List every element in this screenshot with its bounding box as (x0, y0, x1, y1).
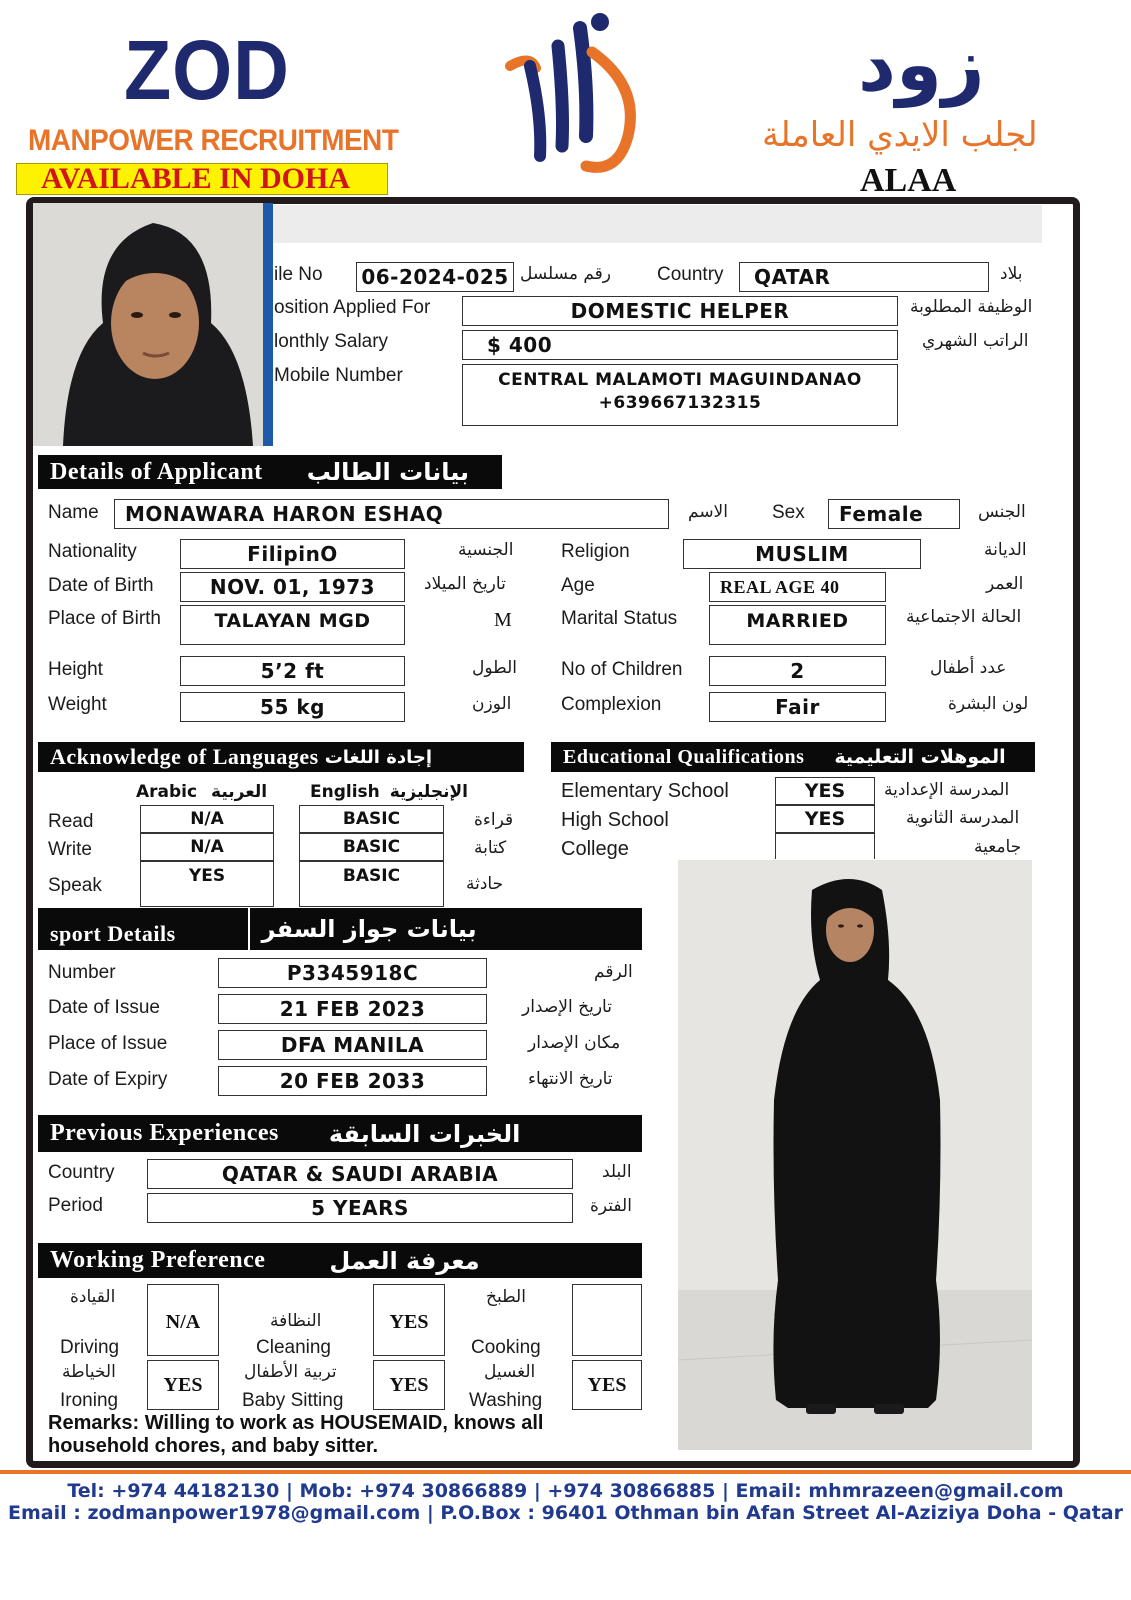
lang-speak-label-ar: حادثة (466, 874, 504, 894)
weight-label-ar: الوزن (472, 694, 512, 714)
edu-college-label-ar: جامعية (974, 837, 1022, 857)
edu-college-label: College (561, 838, 629, 860)
availability-banner: AVAILABLE IN DOHA (16, 163, 388, 195)
applicant-section-header (38, 455, 502, 489)
applicant-portrait-photo (33, 203, 273, 446)
education-section-header (551, 742, 1035, 772)
sex-value: Female (828, 499, 960, 529)
passport-section-title: sport Details (50, 921, 176, 946)
lang-read-label: Read (48, 811, 94, 832)
lang-read-english: BASIC (299, 805, 444, 833)
applicant-section-title: Details of Applicant (50, 458, 263, 485)
languages-section-header (38, 742, 524, 772)
lang-write-label-ar: كتابة (474, 838, 507, 858)
agent-name: ALAA (860, 162, 957, 199)
pref-cleaning-label-ar: النظافة (270, 1311, 322, 1331)
edu-highschool-label: High School (561, 809, 669, 831)
edu-elementary-value: YES (775, 777, 875, 805)
marital-box (709, 605, 886, 645)
experience-section-title-ar: الخبرات السابقة (328, 1119, 521, 1148)
experience-section-header (38, 1115, 642, 1152)
lang-col-arabic-ar: العربية (211, 782, 268, 802)
edu-elementary-label-ar: المدرسة الإعدادية (884, 780, 1010, 800)
lang-col-english-ar: الإنجليزية (389, 782, 468, 802)
sex-label-ar: الجنس (978, 502, 1026, 522)
complexion-label: Complexion (561, 694, 662, 715)
name-label: Name (48, 502, 99, 523)
edu-highschool-value: YES (775, 805, 875, 833)
lang-col-english (310, 782, 468, 802)
children-value: 2 (709, 656, 886, 686)
passport-number-label: Number (48, 962, 116, 983)
passport-number-value: P3345918C (218, 958, 487, 988)
pref-washing-value: YES (572, 1360, 642, 1410)
dob-label-ar: تاريخ الميلاد (424, 574, 506, 594)
lang-speak-english: BASIC (299, 861, 444, 907)
passport-issue-date-label-ar: تاريخ الإصدار (522, 997, 612, 1017)
children-label: No of Children (561, 659, 683, 680)
name-value: MONAWARA HARON ESHAQ (114, 499, 669, 529)
experience-section-title: Previous Experiences (50, 1120, 279, 1146)
religion-value: MUSLIM (683, 539, 921, 569)
brand-subtitle: MANPOWER RECRUITMENT (28, 124, 399, 157)
experience-country-label: Country (48, 1162, 115, 1183)
mobile-number: +639667132315 (598, 393, 762, 413)
footer-divider (0, 1470, 1131, 1474)
children-label-ar: عدد أطفال (930, 658, 1007, 678)
lang-write-label: Write (48, 839, 92, 860)
country-label: Country (657, 264, 724, 285)
remarks-text: Remarks: Willing to work as HOUSEMAID, knows all household chores, and baby sitter. (48, 1412, 544, 1457)
age-label: Age (561, 575, 595, 596)
complexion-value: Fair (709, 692, 886, 722)
pref-cooking-label-ar: الطبخ (486, 1287, 526, 1307)
religion-label: Religion (561, 541, 630, 562)
edu-college-value (775, 833, 875, 859)
experience-period-label-ar: الفترة (590, 1196, 632, 1216)
age-value: REAL AGE 40 (709, 572, 886, 602)
pref-cleaning-label: Cleaning (256, 1337, 331, 1358)
complexion-label-ar: لون البشرة (948, 694, 1029, 714)
passport-expiry-label-ar: تاريخ الانتهاء (528, 1069, 613, 1089)
edu-highschool-label-ar: المدرسة الثانوية (906, 808, 1020, 828)
passport-issue-place-label-ar: مكان الإصدار (528, 1033, 621, 1053)
lang-speak-arabic: YES (140, 861, 274, 907)
passport-issue-date-label: Date of Issue (48, 997, 160, 1018)
lang-col-arabic (136, 782, 267, 802)
marital-label: Marital Status (561, 608, 678, 629)
passport-issue-place-label: Place of Issue (48, 1033, 168, 1054)
brand-tagline-arabic: لجلب الايدي العاملة (762, 115, 1038, 155)
passport-expiry-label: Date of Expiry (48, 1069, 168, 1090)
lang-speak-label: Speak (48, 875, 102, 896)
experience-country-value: QATAR & SAUDI ARABIA (147, 1159, 573, 1189)
passport-issue-place-value: DFA MANILA (218, 1030, 487, 1060)
salary-label-ar: الراتب الشهري (922, 331, 1029, 351)
religion-label-ar: الديانة (984, 540, 1027, 560)
pref-driving-label-ar: القيادة (70, 1287, 116, 1307)
company-logo-icon (500, 6, 650, 182)
pref-ironing-label-ar: الخياطة (62, 1362, 116, 1382)
pob-label: Place of Birth (48, 608, 161, 629)
file-no-value: 06-2024-025 (356, 262, 514, 292)
marital-value: MARRIED (746, 610, 849, 632)
brand-name-arabic: زود (858, 22, 985, 108)
passport-issue-date-value: 21 FEB 2023 (218, 994, 487, 1024)
pref-washing-label-ar: الغسيل (484, 1362, 536, 1382)
applicant-section-title-ar: بيانات الطالب (306, 458, 470, 486)
mobile-label: Mobile Number (274, 365, 403, 386)
experience-country-label-ar: البلد (602, 1162, 632, 1182)
languages-section-title: Acknowledge of Languages (50, 744, 319, 769)
pref-driving-value: N/A (147, 1284, 219, 1356)
salary-label: lonthly Salary (274, 331, 389, 352)
applicant-full-photo (678, 860, 1032, 1450)
lang-read-label-ar: قراءة (474, 810, 514, 830)
lang-write-arabic: N/A (140, 833, 274, 861)
sex-label: Sex (772, 502, 805, 523)
position-label-ar: الوظيفة المطلوبة (910, 297, 1033, 317)
edu-elementary-label: Elementary School (561, 780, 729, 802)
lang-col-english-en: English (310, 782, 380, 802)
footer-contact-line: Tel: +974 44182130 | Mob: +974 30866889 | +974 30866885 | Email: mhmrazeen@gmail.com (67, 1480, 1064, 1502)
position-value: DOMESTIC HELPER (462, 296, 898, 326)
pref-washing-label: Washing (469, 1390, 543, 1411)
pref-baby-label: Baby Sitting (242, 1390, 344, 1411)
experience-period-value: 5 YEARS (147, 1193, 573, 1223)
nationality-label: Nationality (48, 541, 137, 562)
pob-box (180, 605, 405, 645)
pob-value: TALAYAN MGD (214, 610, 371, 632)
languages-section-title-ar: إجادة اللغات (324, 746, 433, 768)
passport-header-divider (248, 908, 250, 950)
lang-read-arabic: N/A (140, 805, 274, 833)
pref-baby-value: YES (373, 1360, 445, 1410)
height-label: Height (48, 659, 103, 680)
lang-write-english: BASIC (299, 833, 444, 861)
file-no-label: ile No (274, 264, 323, 285)
salary-value: $ 400 (462, 330, 898, 360)
weight-label: Weight (48, 694, 107, 715)
pref-cooking-label: Cooking (471, 1337, 541, 1358)
height-value: 5’2 ft (180, 656, 405, 686)
nationality-value: FilipinO (180, 539, 405, 569)
pob-mark: M (494, 609, 512, 631)
experience-period-label: Period (48, 1195, 103, 1216)
mobile-address: CENTRAL MALAMOTI MAGUINDANAO (498, 370, 862, 390)
pref-cleaning-value: YES (373, 1284, 445, 1356)
passport-number-label-ar: الرقم (594, 962, 633, 982)
position-label: osition Applied For (274, 297, 431, 318)
passport-expiry-value: 20 FEB 2033 (218, 1066, 487, 1096)
preference-section-header (38, 1243, 642, 1278)
name-label-ar: الاسم (688, 502, 728, 522)
weight-value: 55 kg (180, 692, 405, 722)
pref-driving-label: Driving (60, 1337, 120, 1358)
education-section-title-ar: الموهلات التعليمية (834, 746, 1006, 768)
nationality-label-ar: الجنسية (458, 540, 514, 560)
height-label-ar: الطول (472, 658, 517, 678)
top-shade (270, 205, 1042, 243)
pref-cooking-value (572, 1284, 642, 1356)
pref-baby-label-ar: تربية الأطفال (244, 1362, 337, 1382)
education-section-title: Educational Qualifications (563, 745, 805, 768)
pref-ironing-value: YES (147, 1360, 219, 1410)
country-value: QATAR (739, 262, 989, 292)
lang-col-arabic-en: Arabic (136, 782, 198, 802)
pref-ironing-label: Ironing (60, 1390, 119, 1411)
country-label-ar: بلاد (1000, 264, 1023, 284)
passport-section-header (38, 908, 642, 950)
file-no-label-ar: رقم مسلسل (520, 264, 611, 284)
preference-section-title-ar: معرفة العمل (329, 1246, 480, 1275)
brand-name: ZOD (124, 23, 290, 117)
dob-value: NOV. 01, 1973 (180, 572, 405, 602)
mobile-box (462, 364, 898, 426)
age-label-ar: العمر (986, 574, 1024, 594)
dob-label: Date of Birth (48, 575, 154, 596)
passport-section-title-ar: بيانات جواز السفر (261, 915, 477, 943)
preference-section-title: Working Preference (50, 1247, 266, 1273)
marital-label-ar: الحالة الاجتماعية (906, 607, 1022, 627)
footer-address-line: Email : zodmanpower1978@gmail.com | P.O.Box : 96401 Othman bin Afan Street Al-Aziziya Doha - Qatar (8, 1502, 1123, 1524)
